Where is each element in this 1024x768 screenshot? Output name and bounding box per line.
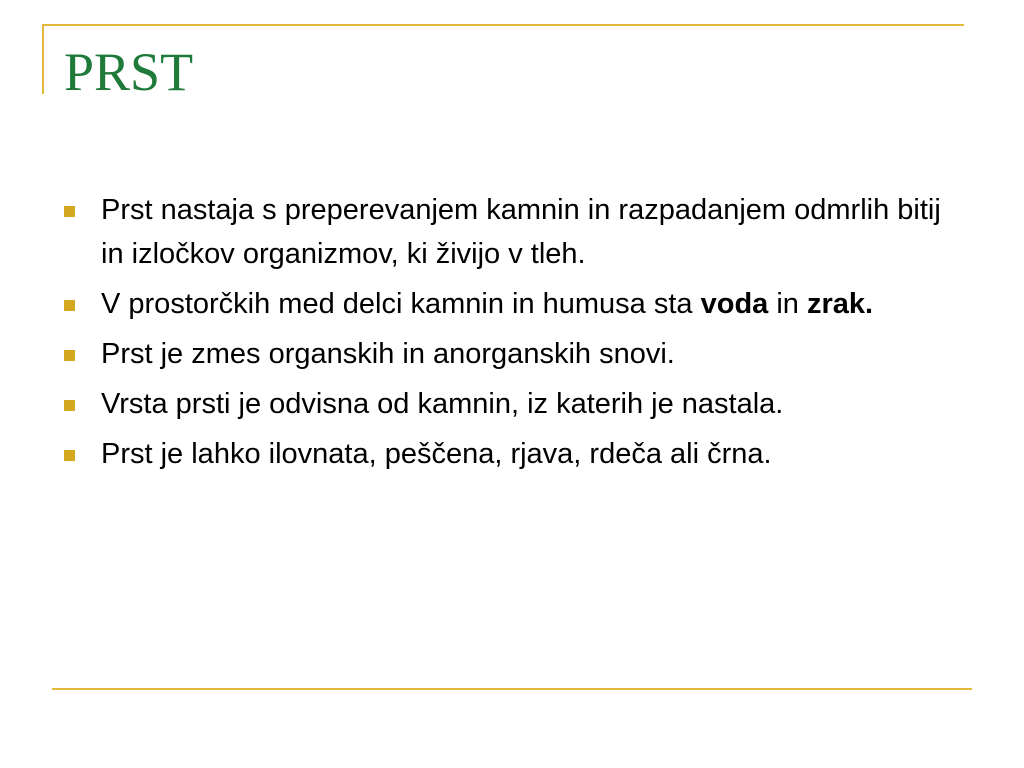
bullet-item (64, 332, 964, 376)
bullet-text: Prst je lahko ilovnata, peščena, rjava, rdeča ali črna. (101, 438, 772, 470)
top-decorative-rule (44, 24, 964, 26)
bullet-text: Prst je zmes organskih in anorganskih snovi. (101, 338, 675, 370)
square-bullet-icon (64, 450, 75, 461)
bottom-decorative-rule (52, 688, 972, 690)
bullet-item (64, 188, 964, 276)
square-bullet-icon (64, 300, 75, 311)
bullet-text: Vrsta prsti je odvisna od kamnin, iz katerih je nastala. (101, 388, 784, 420)
bullet-text: in (768, 288, 807, 320)
bold-term-voda: voda (700, 288, 769, 320)
square-bullet-icon (64, 350, 75, 361)
left-decorative-rule (42, 24, 44, 94)
bullet-text: V prostorčkih med delci kamnin in humusa sta (101, 288, 701, 320)
bullet-text: Prst nastaja s preperevanjem kamnin in razpadanjem odmrlih bitij in izločkov organizmov, ki živijo v tleh. (101, 194, 941, 270)
bullet-item (64, 432, 964, 476)
slide-title: PRST (64, 42, 194, 102)
bullet-item (64, 382, 964, 426)
square-bullet-icon (64, 400, 75, 411)
bullet-item (64, 282, 964, 326)
bullet-list (64, 188, 964, 482)
square-bullet-icon (64, 206, 75, 217)
bold-term-zrak: zrak. (806, 288, 874, 320)
